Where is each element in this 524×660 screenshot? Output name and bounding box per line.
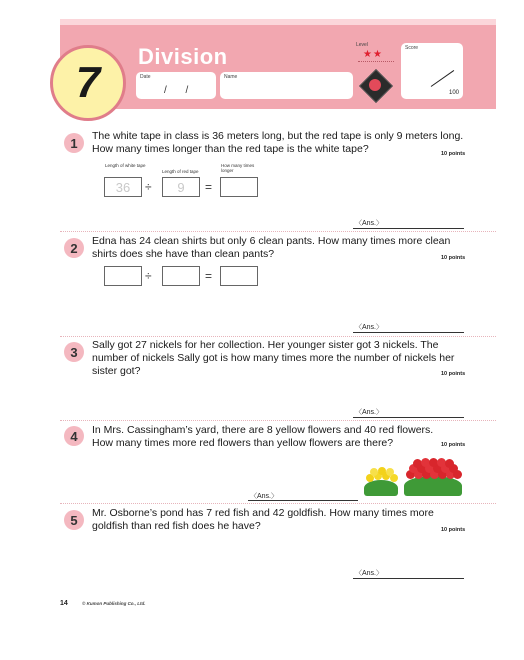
question-1-points: 10 points bbox=[441, 151, 466, 157]
header-top-band bbox=[60, 19, 496, 25]
name-field[interactable] bbox=[220, 72, 353, 99]
q2-divisor-box[interactable] bbox=[162, 266, 200, 286]
question-3-line-2: number of nickels Sally got is how many times more the number of nickels her bbox=[92, 352, 455, 364]
question-5-answer-line[interactable] bbox=[353, 578, 464, 579]
question-5-text bbox=[92, 507, 434, 533]
question-4-number: 4 bbox=[64, 426, 84, 446]
name-label: Name bbox=[224, 74, 238, 80]
separator bbox=[60, 420, 496, 421]
q1-equals-sign: = bbox=[205, 180, 213, 194]
question-2-answer-line[interactable] bbox=[353, 332, 464, 333]
date-label: Date bbox=[140, 74, 151, 80]
question-2-ans-label: 〈Ans.〉 bbox=[355, 324, 384, 331]
question-2-line-1: Edna has 24 clean shirts but only 6 clean pants. How many times more clean bbox=[92, 235, 451, 247]
question-5-number: 5 bbox=[64, 510, 84, 530]
separator bbox=[60, 503, 496, 504]
question-3-number: 3 bbox=[64, 342, 84, 362]
question-3-ans-label: 〈Ans.〉 bbox=[355, 409, 384, 416]
question-4-points: 10 points bbox=[441, 442, 466, 448]
question-3-text bbox=[92, 339, 454, 378]
question-4-line-2: How many times more red flowers than yellow flowers are there? bbox=[92, 437, 394, 449]
score-slash bbox=[431, 70, 455, 87]
q1-quotient-box[interactable] bbox=[220, 177, 258, 197]
yellow-flowers-illustration bbox=[362, 466, 400, 496]
unit-number-badge bbox=[50, 45, 126, 121]
q1-divisor-box[interactable]: 9 bbox=[162, 177, 200, 197]
label-length-red: Length of red tape bbox=[162, 169, 199, 174]
question-3-points: 10 points bbox=[441, 371, 466, 377]
question-1-line-2: How many times longer than the red tape is the white tape? bbox=[92, 143, 369, 155]
q1-dividend-box[interactable]: 36 bbox=[104, 177, 142, 197]
q2-quotient-box[interactable] bbox=[220, 266, 258, 286]
question-2-text bbox=[92, 235, 450, 261]
score-max: 100 bbox=[448, 90, 459, 96]
question-3-answer-line[interactable] bbox=[353, 417, 464, 418]
question-5-ans-label: 〈Ans.〉 bbox=[355, 570, 384, 577]
question-1-answer-line[interactable] bbox=[353, 228, 464, 229]
page-title: Division bbox=[138, 44, 228, 69]
question-3-line-1: Sally got 27 nickels for her collection. Her younger sister got 3 nickels. The bbox=[92, 339, 439, 351]
question-1-number: 1 bbox=[64, 133, 84, 153]
label-length-white: Length of white tape bbox=[105, 163, 146, 168]
q2-dividend-box[interactable] bbox=[104, 266, 142, 286]
question-4-text bbox=[92, 424, 433, 450]
question-2-points: 10 points bbox=[441, 255, 466, 261]
question-4-line-1: In Mrs. Cassingham’s yard, there are 8 yellow flowers and 40 red flowers. bbox=[92, 424, 434, 436]
label-times-longer: How many times longer bbox=[221, 163, 255, 173]
separator bbox=[60, 231, 496, 232]
copyright: © Kumon Publishing Co., Ltd. bbox=[82, 601, 146, 606]
q2-divide-sign: ÷ bbox=[145, 269, 152, 283]
level-divider bbox=[358, 61, 394, 62]
question-2-number: 2 bbox=[64, 238, 84, 258]
score-label: Score bbox=[405, 45, 419, 51]
question-1-text bbox=[92, 130, 466, 157]
score-field[interactable] bbox=[401, 43, 463, 99]
q2-equals-sign: = bbox=[205, 269, 213, 283]
question-1-line-1: The white tape in class is 36 meters long, but the red tape is only 9 meters long. bbox=[92, 130, 464, 142]
date-field[interactable] bbox=[136, 72, 216, 99]
question-5-line-2: goldfish than red fish does he have? bbox=[92, 520, 261, 532]
unit-number: 7 bbox=[75, 58, 101, 107]
question-4-answer-line[interactable] bbox=[248, 500, 358, 501]
question-5-points: 10 points bbox=[441, 527, 466, 533]
level-label: Level bbox=[356, 42, 368, 48]
level-stars-icon: ★★ bbox=[363, 49, 383, 60]
page-number: 14 bbox=[60, 600, 68, 607]
question-2-line-2: shirts does she have than clean pants? bbox=[92, 248, 275, 260]
level-badge-dot-icon bbox=[369, 79, 381, 91]
question-3-line-3: sister got? bbox=[92, 365, 141, 377]
question-1-ans-label: 〈Ans.〉 bbox=[355, 220, 384, 227]
date-slashes: / / bbox=[164, 85, 189, 96]
red-flowers-illustration bbox=[403, 458, 463, 496]
question-5-line-1: Mr. Osborne’s pond has 7 red fish and 42 goldfish. How many times more bbox=[92, 507, 434, 519]
q1-divide-sign: ÷ bbox=[145, 180, 152, 194]
question-4-ans-label: 〈Ans.〉 bbox=[250, 493, 279, 500]
separator bbox=[60, 336, 496, 337]
